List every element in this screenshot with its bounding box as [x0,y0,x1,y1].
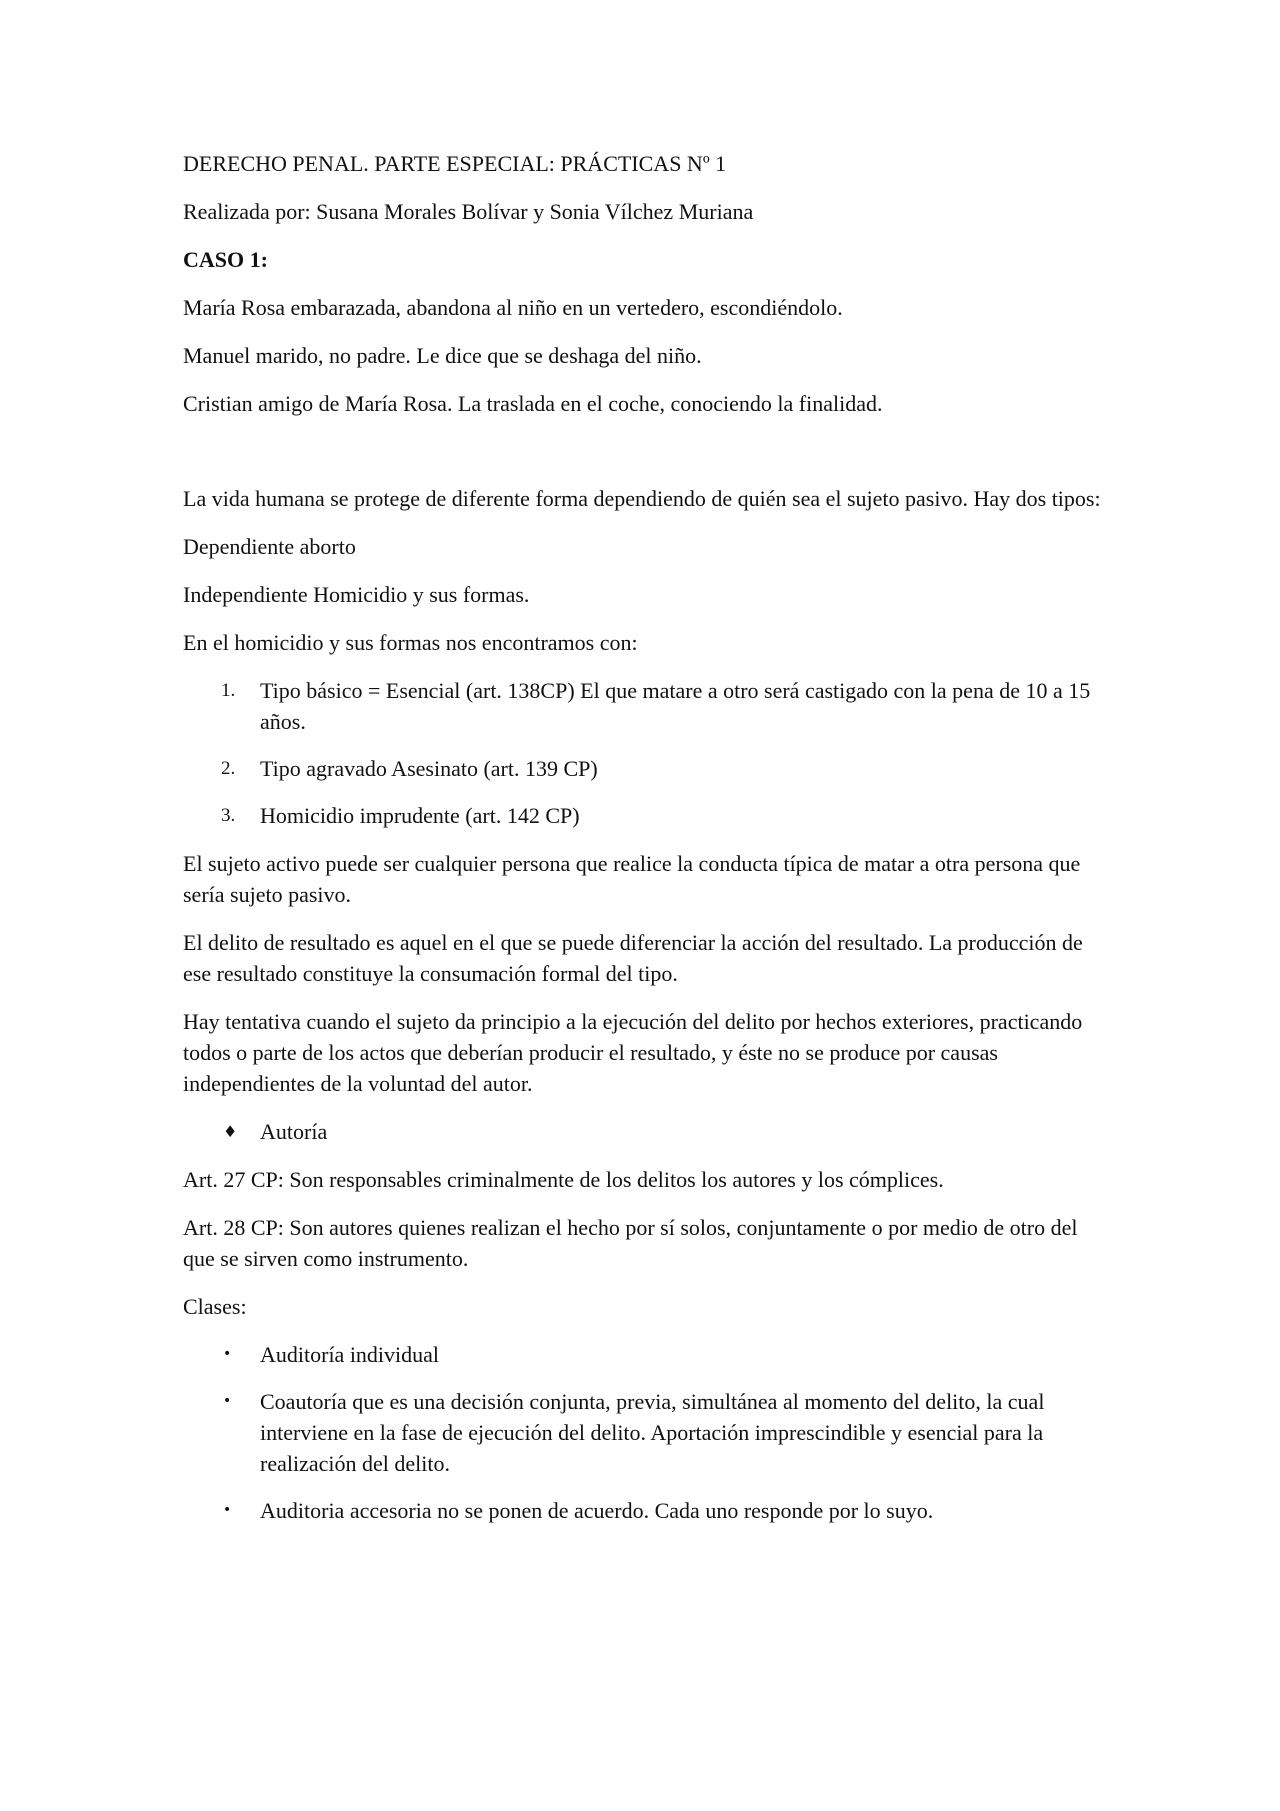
case-line-manuel: Manuel marido, no padre. Le dice que se deshaga del niño. [183,343,702,368]
list-item [183,800,1103,831]
homicidio-types-list [183,675,1103,831]
authors-line: Realizada por: Susana Morales Bolívar y Sonia Vílchez Muriana [183,199,754,224]
blank-line [183,436,1103,483]
list-item-text: Auditoria accesoria no se ponen de acuerdo. Cada uno responde por lo suyo. [260,1498,934,1523]
document-page [183,148,1103,1543]
dependiente-line: Dependiente aborto [183,534,356,559]
delito-resultado-paragraph: El delito de resultado es aquel en el que se puede diferenciar la acción del resultado. La producción de ese resultado constituye la consumación formal del tipo. [183,930,1083,986]
bullet-icon: • [223,1393,232,1409]
art28-paragraph: Art. 28 CP: Son autores quienes realizan el hecho por sí solos, conjuntamente o por medio de otro del que se sirven como instrumento. [183,1215,1078,1271]
list-number: 3. [221,805,236,826]
case-heading: CASO 1: [183,247,268,272]
sujeto-activo-paragraph: El sujeto activo puede ser cualquier persona que realice la conducta típica de matar a otra persona que sería sujeto pasivo. [183,851,1081,907]
list-item [183,675,1103,737]
intro-paragraph: La vida humana se protege de diferente forma dependiendo de quién sea el sujeto pasivo. Hay dos tipos: [183,486,1101,511]
list-number: 1. [221,680,236,701]
homicidio-intro: En el homicidio y sus formas nos encontramos con: [183,630,638,655]
art27-paragraph: Art. 27 CP: Son responsables criminalmente de los delitos los autores y los cómplices. [183,1167,944,1192]
list-item-text: Homicidio imprudente (art. 142 CP) [260,803,580,828]
list-item [183,1116,1103,1147]
bullet-icon: • [223,1346,232,1362]
list-item [183,753,1103,784]
case-line-maria-rosa: María Rosa embarazada, abandona al niño en un vertedero, escondiéndolo. [183,295,843,320]
bullet-icon: • [223,1502,232,1518]
diamond-bullet-icon: ♦ [223,1122,238,1141]
list-item [183,1386,1103,1479]
independiente-line: Independiente Homicidio y sus formas. [183,582,530,607]
list-item-text: Auditoría individual [260,1342,440,1367]
list-item-text: Tipo básico = Esencial (art. 138CP) El que matare a otro será castigado con la pena de 10 a 15 años. [260,678,1091,734]
tentativa-paragraph: Hay tentativa cuando el sujeto da principio a la ejecución del delito por hechos exteriores, practicando todos o parte de los actos que deberían producir el resultado, y éste no se produce por causas independientes de la voluntad del autor. [183,1009,1083,1096]
document-title: DERECHO PENAL. PARTE ESPECIAL: PRÁCTICAS Nº 1 [183,151,727,176]
list-number: 2. [221,758,236,779]
clases-list [183,1339,1103,1526]
list-item [183,1339,1103,1370]
list-item-text: Coautoría que es una decisión conjunta, previa, simultánea al momento del delito, la cual interviene en la fase de ejecución del delito. Aportación imprescindible y esencial para la realización del delito. [260,1389,1045,1476]
list-item [183,1495,1103,1526]
case-line-cristian: Cristian amigo de María Rosa. La traslada en el coche, conociendo la finalidad. [183,391,883,416]
autoria-list [183,1116,1103,1147]
list-item-text: Autoría [260,1119,328,1144]
list-item-text: Tipo agravado Asesinato (art. 139 CP) [260,756,598,781]
clases-heading: Clases: [183,1294,247,1319]
